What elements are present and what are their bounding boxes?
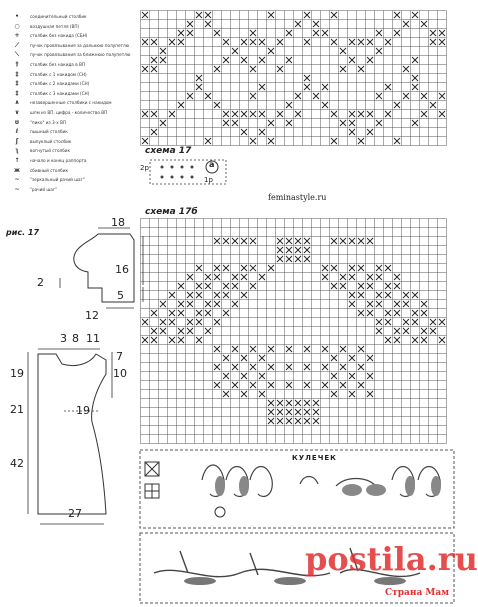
legend-text: незавершенные столбики с накидом [30,100,112,106]
row1-label: 1р [204,176,213,184]
sleeve-cuff-dim: 5 [117,289,124,302]
legend-symbol: + [14,32,20,40]
legend-item [4,24,79,29]
legend-item [4,91,89,96]
legend-symbol: ‡ [15,80,19,88]
kulechek-title: КУЛЕЧЕК [292,454,337,462]
legend-item [4,129,68,134]
legend-symbol: ж [14,166,20,174]
legend-item [4,62,85,67]
top-chart-grid [140,10,450,146]
legend-symbol: • [15,13,19,20]
legend-item [4,177,85,182]
legend-item [4,100,112,105]
legend-text: столбик без накида (СБН) [30,33,88,39]
legend-text: воздушная петля (ВП) [30,23,80,29]
scheme17-title: схема 17 [145,146,192,156]
watermark-main: postila.ru [305,540,478,578]
legend [0,14,132,204]
legend-symbol: ℓ [15,128,19,136]
legend-item [4,110,107,115]
body-dim-left3: 42 [10,457,24,470]
legend-text: соединительный столбик [30,14,87,19]
legend-symbol: ‡ [15,89,19,97]
legend-item [4,81,89,86]
legend-item [4,158,86,163]
legend-text: столбик без накида в ВП [30,62,86,67]
legend-symbol: ʊ [14,118,20,126]
legend-item [4,33,87,38]
legend-text: столбик с 2 накидами (СН) [30,81,90,87]
legend-symbol: ∧ [14,99,20,107]
legend-text: столбик с 3 накидами (СН) [30,90,90,96]
legend-item [4,72,87,77]
scheme17-mini [140,157,230,187]
legend-item [4,120,66,125]
legend-symbol: ↑ [14,157,20,164]
legend-text: шпм из ВП, цифра - количество ВП [30,110,108,115]
legend-symbol: ⟋ [14,41,20,49]
legend-symbol: ~ [14,185,20,193]
main-chart-grid [140,218,450,446]
legend-text: "пико" из 3-х ВП [30,119,67,125]
legend-symbol: ‡ [15,70,19,78]
legend-text: пучок провязывания за дальнюю полупетлю [30,42,130,48]
legend-symbol: ʃ [15,137,19,145]
site-name: feminastyle.ru [268,193,327,202]
row2-label: 2р [140,164,149,172]
legend-text: столбик с 1 накидом (СН) [30,71,87,77]
legend-symbol: ~ [14,176,20,184]
body-dim-bottom: 27 [68,507,82,520]
legend-text: сбивный столбик [30,167,68,173]
body-dim-waist: 19 [76,404,90,417]
watermark-sub: Страна Мам [385,588,450,598]
body-dim-left1: 19 [10,367,24,380]
legend-item [4,139,71,144]
legend-symbol: † [15,61,19,68]
legend-symbol: ∨ [14,109,20,116]
kulechek-section [140,450,455,530]
scheme17b-title: схема 17б [145,207,198,217]
legend-text: пучок провязывания за ближнюю полупетлю [30,52,131,58]
row-a-label: a [209,160,215,169]
legend-item [4,148,70,153]
legend-text: вогнутый столбик [30,148,71,154]
sleeve-height-dim: 16 [115,263,129,276]
body-dim-b: 8 [72,332,79,345]
legend-text: "зеркальный рачий шаг" [30,177,85,183]
legend-item [4,52,130,57]
body-dim-right-top: 7 [116,350,123,363]
legend-item [4,168,68,173]
watermark-logo [305,540,478,578]
fig17-label: рис. 17 [6,228,40,237]
legend-item [4,43,129,48]
sleeve-bottom-dim: 12 [85,309,99,322]
body-dim-a: 3 [60,332,67,345]
body-dim-c: 11 [86,332,100,345]
body-dim-left2: 21 [10,403,24,416]
legend-item [4,187,57,192]
legend-symbol: ○ [14,22,20,30]
body-dim-right-mid: 10 [113,367,127,380]
legend-text: пышный столбик [30,129,68,135]
legend-item [4,14,87,19]
legend-symbol: ⟍ [14,51,20,59]
sleeve-top-dim: 18 [111,216,125,229]
sleeve-side-dim: 2 [37,276,44,289]
legend-text: начало и конец раппорта [30,158,87,163]
legend-text: выпуклый столбик [30,138,72,144]
legend-symbol: ʅ [15,147,19,155]
legend-text: "рачий шаг" [30,186,57,192]
